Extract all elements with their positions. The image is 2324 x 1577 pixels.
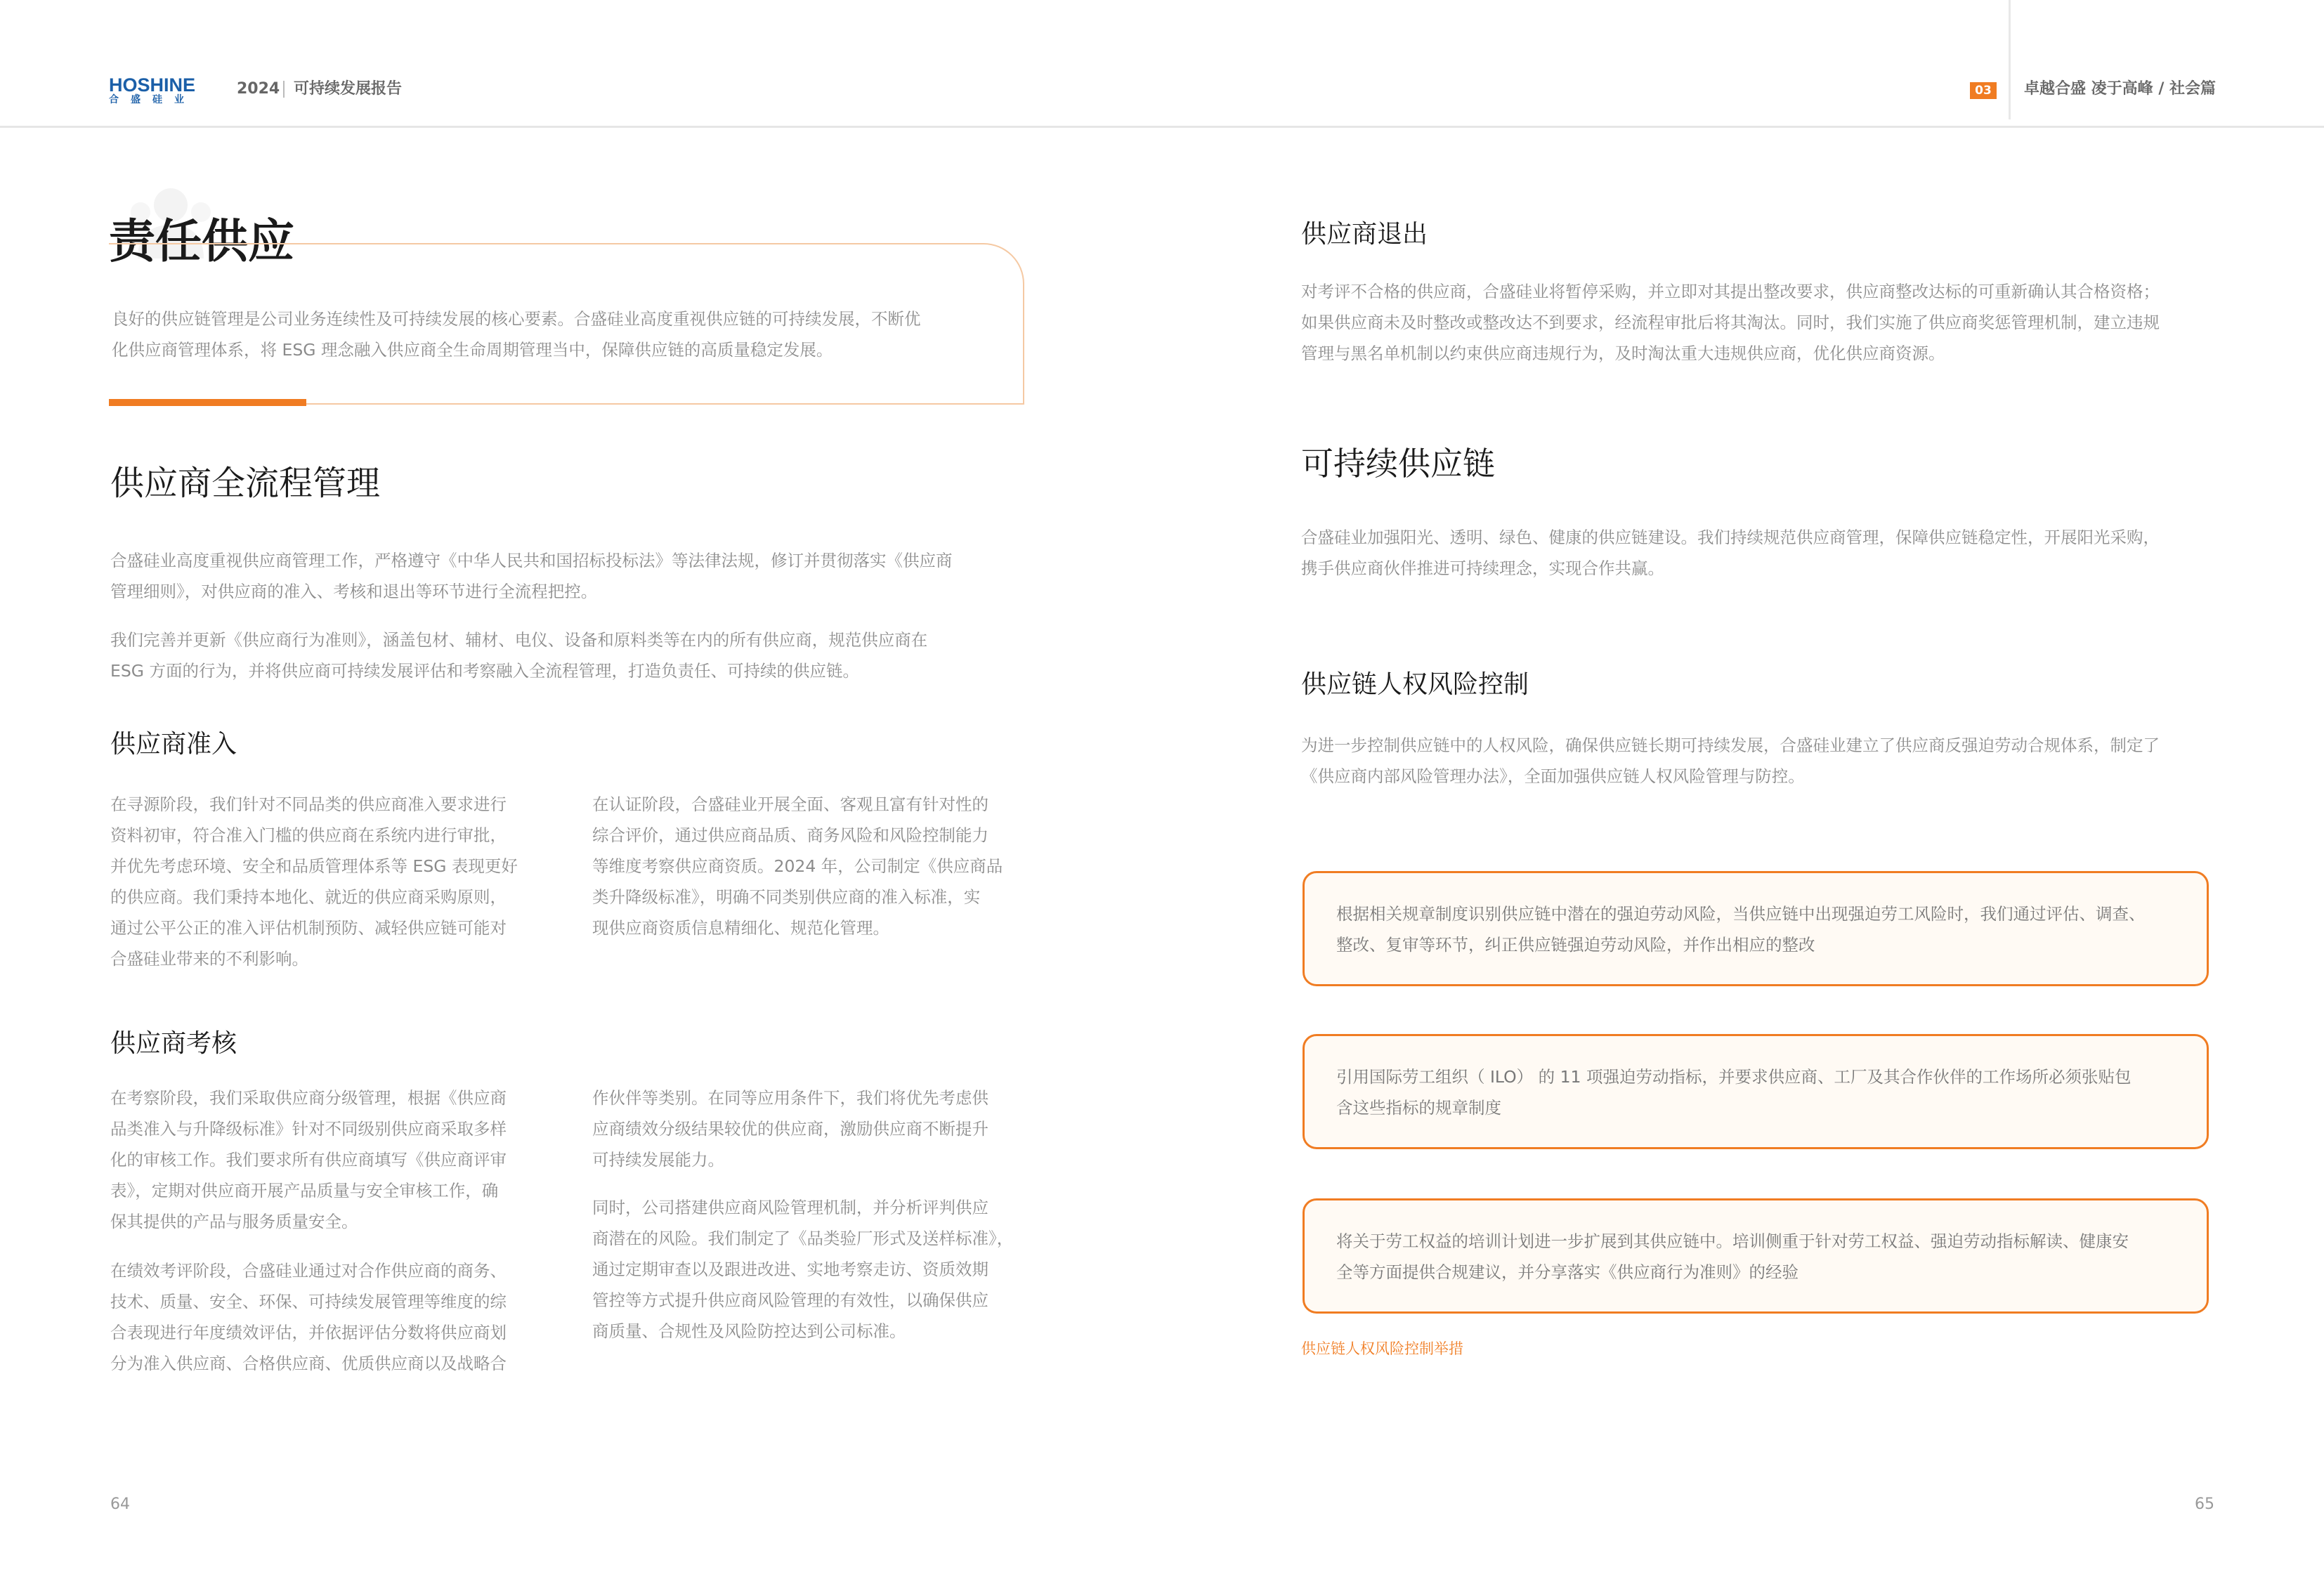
text-line: 商质量、合规性及风险防控达到公司标准。 (592, 1321, 906, 1341)
measure-text (1336, 1226, 2179, 1288)
text-line: 并优先考虑环境、安全和品质管理体系等 ESG 表现更好 (110, 856, 518, 876)
report-year: 2024 (237, 80, 280, 98)
text-line: 良好的供应链管理是公司业务连续性及可持续发展的核心要素。合盛硅业高度重视供应链的可持续发展，不断优 (112, 309, 921, 329)
page-number-left: 64 (110, 1496, 130, 1513)
text-line: 在考察阶段，我们采取供应商分级管理，根据《供应商 (110, 1088, 507, 1108)
measure-box-risk-identification (1303, 871, 2209, 986)
text-line: 引用国际劳工组织（ ILO） 的 11 项强迫劳动指标，并要求供应商、工厂及其合作伙伴的工作场所必须张贴包 (1336, 1067, 2132, 1087)
sustainable-supply-chain-paragraph (1301, 522, 2214, 584)
supplier-exit-paragraph (1301, 276, 2214, 369)
text-line: 合表现进行年度绩效评估，并依据评估分数将供应商划 (110, 1323, 507, 1342)
text-line: 管控等方式提升供应商风险管理的有效性，以确保供应 (592, 1290, 988, 1310)
page-header (0, 0, 2324, 128)
intro-accent-bar (109, 399, 306, 406)
chapter-number-badge: 03 (1970, 82, 1997, 99)
text-line: 对考评不合格的供应商，合盛硅业将暂停采购，并立即对其提出整改要求，供应商整改达标的可重新确认其合格资格； (1301, 282, 2160, 301)
text-line: 的供应商。我们秉持本地化、就近的供应商采购原则， (110, 887, 507, 907)
measure-box-ilo-indicators (1303, 1034, 2209, 1149)
text-line: 根据相关规章制度识别供应链中潜在的强迫劳动风险，当供应链中出现强迫劳工风险时，我们通过评估、调查、 (1336, 904, 2146, 924)
text-line: 全等方面提供合规建议，并分享落实《供应商行为准则》的经验 (1336, 1262, 1799, 1282)
text-line: 可持续发展能力。 (592, 1150, 724, 1170)
page-number-right: 65 (2195, 1496, 2214, 1513)
header-vertical-rule (2009, 0, 2011, 119)
page-title: 责任供应 (109, 214, 294, 268)
intro-paragraph (112, 303, 1011, 365)
text-line: 如果供应商未及时整改或整改达不到要求，经流程审批后将其淘汰。同时，我们实施了供应商奖惩管理机制，建立违规 (1301, 313, 2160, 332)
text-line: 为进一步控制供应链中的人权风险，确保供应链长期可持续发展，合盛硅业建立了供应商反强迫劳动合规体系，制定了 (1301, 735, 2160, 755)
measure-box-labor-training (1303, 1198, 2209, 1314)
text-line: 等维度考察供应商资质。2024 年，公司制定《供应商品 (592, 856, 1003, 876)
section-title-full-process: 供应商全流程管理 (110, 464, 381, 503)
section-title-human-rights-risk: 供应链人权风险控制 (1301, 670, 1529, 699)
text-line: 在寻源阶段，我们针对不同品类的供应商准入要求进行 (110, 794, 507, 814)
text-line: 携手供应商伙伴推进可持续理念，实现合作共赢。 (1301, 558, 1664, 578)
text-line: 合盛硅业加强阳光、透明、绿色、健康的供应链建设。我们持续规范供应商管理，保障供应链稳定性，开展阳光采购， (1301, 528, 2160, 547)
text-line: 通过定期审查以及跟进改进、实地考察走访、资质效期 (592, 1259, 988, 1279)
subsection-title-admission: 供应商准入 (110, 730, 237, 759)
assessment-column-b-p1 (592, 1082, 1042, 1175)
admission-column-a (110, 789, 560, 974)
section-paragraph (110, 545, 1024, 607)
text-line: 保其提供的产品与服务质量安全。 (110, 1212, 358, 1231)
text-line: 整改、复审等环节，纠正供应链强迫劳动风险，并作出相应的整改 (1336, 935, 1815, 955)
report-name: 可持续发展报告 (294, 80, 403, 98)
text-line: 我们完善并更新《供应商行为准则》，涵盖包材、辅材、电仪、设备和原料类等在内的所有供应商，规范供应商在 (110, 630, 928, 650)
measure-text (1336, 898, 2179, 960)
text-line: 表》，定期对供应商开展产品质量与安全审核工作，确 (110, 1181, 499, 1200)
logo-text-cn: 合盛硅业 (109, 94, 196, 105)
text-line: 在绩效考评阶段，合盛硅业通过对合作供应商的商务、 (110, 1261, 507, 1281)
section-paragraph (110, 624, 1024, 686)
assessment-column-b-p2 (592, 1192, 1042, 1347)
text-line: 在认证阶段，合盛硅业开展全面、客观且富有针对性的 (592, 794, 988, 814)
human-rights-paragraph (1301, 730, 2214, 792)
text-line: 管理细则》，对供应商的准入、考核和退出等环节进行全流程把控。 (110, 582, 598, 601)
logo-text-en: HOSHINE (109, 74, 196, 96)
text-line: 通过公平公正的准入评估机制预防、减轻供应链可能对 (110, 918, 507, 938)
text-line: 含这些指标的规章制度 (1336, 1098, 1501, 1118)
chapter-title: 卓越合盛 凌于高峰 / 社会篇 (2024, 80, 2217, 98)
text-line: 资料初审，符合准入门槛的供应商在系统内进行审批， (110, 825, 507, 845)
assessment-column-a-p1 (110, 1082, 560, 1237)
text-line: 将关于劳工权益的培训计划进一步扩展到其供应链中。培训侧重于针对劳工权益、强迫劳动指标解读、健康安 (1336, 1231, 2129, 1251)
text-line: 作伙伴等类别。在同等应用条件下，我们将优先考虑供 (592, 1088, 988, 1108)
text-line: 化供应商管理体系，将 ESG 理念融入供应商全生命周期管理当中，保障供应链的高质量稳定发展。 (112, 340, 833, 360)
subsection-title-assessment: 供应商考核 (110, 1029, 237, 1058)
text-line: 同时，公司搭建供应商风险管理机制，并分析评判供应 (592, 1198, 988, 1217)
text-line: 类升降级标准》，明确不同类别供应商的准入标准，实 (592, 887, 981, 907)
text-line: 管理与黑名单机制以约束供应商违规行为，及时淘汰重大违规供应商，优化供应商资源。 (1301, 343, 1945, 363)
section-title-supplier-exit: 供应商退出 (1301, 220, 1428, 249)
text-line: 《供应商内部风险管理办法》，全面加强供应链人权风险管理与防控。 (1301, 766, 1805, 786)
measures-caption: 供应链人权风险控制举措 (1301, 1340, 1463, 1357)
text-line: 商潜在的风险。我们制定了《品类验厂形式及送样标准》， (592, 1229, 1014, 1248)
assessment-column-a-p2 (110, 1255, 560, 1379)
measure-text (1336, 1061, 2179, 1123)
text-line: 合盛硅业带来的不利影响。 (110, 949, 308, 969)
text-line: 技术、质量、安全、环保、可持续发展管理等维度的综 (110, 1292, 507, 1311)
text-line: 应商绩效分级结果较优的供应商，激励供应商不断提升 (592, 1119, 988, 1139)
admission-column-b (592, 789, 1042, 943)
text-line: 品类准入与升降级标准》针对不同级别供应商采取多样 (110, 1119, 507, 1139)
section-title-sustainable-supply-chain: 可持续供应链 (1301, 445, 1495, 483)
text-line: ESG 方面的行为，并将供应商可持续发展评估和考察融入全流程管理，打造负责任、可持续的供应链。 (110, 661, 859, 681)
text-line: 分为准入供应商、合格供应商、优质供应商以及战略合 (110, 1354, 507, 1373)
header-divider (283, 81, 285, 98)
text-line: 化的审核工作。我们要求所有供应商填写《供应商评审 (110, 1150, 507, 1170)
text-line: 综合评价，通过供应商品质、商务风险和风险控制能力 (592, 825, 988, 845)
text-line: 现供应商资质信息精细化、规范化管理。 (592, 918, 889, 938)
text-line: 合盛硅业高度重视供应商管理工作，严格遵守《中华人民共和国招标投标法》等法律法规，修订并贯彻落实《供应商 (110, 551, 953, 570)
hoshine-logo (109, 76, 206, 104)
